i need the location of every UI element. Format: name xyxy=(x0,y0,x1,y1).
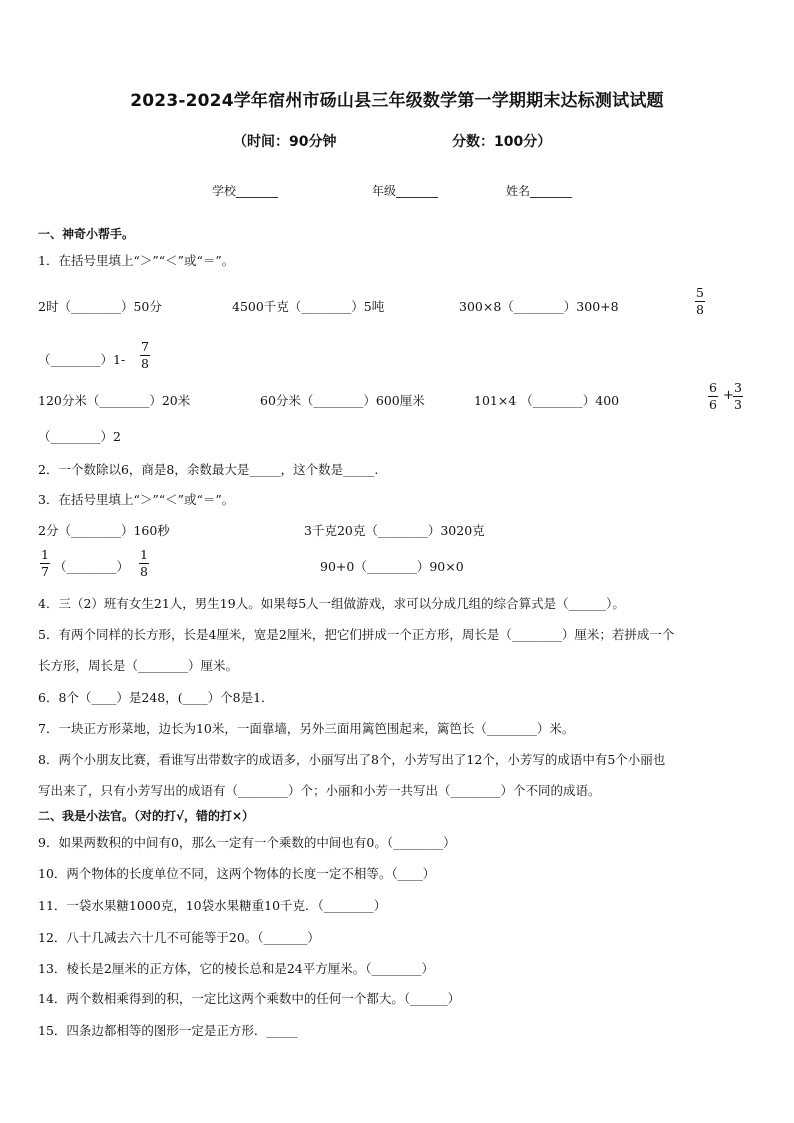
exam-time: （时间：90分钟 xyxy=(233,134,337,150)
q3-item-c-blank: （________） xyxy=(54,559,130,574)
q1-item-e: （________）1- xyxy=(38,352,126,367)
fraction-denominator: 8 xyxy=(696,302,704,317)
fraction-numerator: 1 xyxy=(41,547,49,562)
page-title: 2023-2024学年宿州市砀山县三年级数学第一学期期末达标测试试题 xyxy=(130,91,664,111)
question-13: 13．棱长是2厘米的正方体，它的棱长总和是24平方厘米。（________） xyxy=(38,961,435,976)
question-1-stem: 1．在括号里填上“＞”“＜”或“＝”。 xyxy=(38,253,235,268)
name-field: 姓名_______ xyxy=(506,184,573,198)
q1-item-h: 101×4 （________）400 xyxy=(474,393,620,408)
fraction-numerator: 1 xyxy=(140,547,148,562)
q1-item-g: 60分米（________）600厘米 xyxy=(260,393,425,408)
question-10: 10．两个物体的长度单位不同，这两个物体的长度一定不相等。（____） xyxy=(38,866,436,881)
fraction-denominator: 6 xyxy=(709,397,717,412)
fraction-denominator: 8 xyxy=(140,564,148,579)
q1-item-b: 4500千克（________）5吨 xyxy=(232,299,385,314)
fraction-numerator: 7 xyxy=(141,339,149,354)
q1-item-c: 300×8（________）300+8 xyxy=(459,299,619,314)
q3-item-a: 2分（________）160秒 xyxy=(38,523,170,538)
fraction-seven-eighths xyxy=(140,340,150,371)
question-9: 9．如果两数积的中间有0，那么一定有一个乘数的中间也有0。（________） xyxy=(38,835,456,850)
q1-item-j: （________）2 xyxy=(38,429,121,444)
fraction-one-eighth xyxy=(139,548,149,579)
fraction-denominator: 3 xyxy=(734,397,742,412)
question-15: 15．四条边都相等的图形一定是正方形．_____ xyxy=(38,1023,298,1038)
fraction-numerator: 3 xyxy=(734,380,742,395)
fraction-three-thirds xyxy=(733,381,743,412)
question-12: 12．八十几减去六十几不可能等于20。（_______） xyxy=(38,930,320,945)
q3-item-b: 3千克20克（________）3020克 xyxy=(304,523,485,538)
grade-field: 年级_______ xyxy=(372,184,439,198)
q3-item-d: 90+0（________）90×0 xyxy=(320,559,464,574)
question-8-line-1: 8．两个小朋友比赛，看谁写出带数字的成语多，小丽写出了8个，小芳写出了12个，小芳写的成语中有5个小丽也 xyxy=(38,752,666,767)
fraction-five-eighths xyxy=(695,286,705,317)
section-heading-1: 一、神奇小帮手。 xyxy=(38,227,135,241)
question-7: 7．一块正方形菜地，边长为10米，一面靠墙，另外三面用篱笆围起来，篱笆长（________）米。 xyxy=(38,721,575,736)
question-11: 11．一袋水果糖1000克，10袋水果糖重10千克．（________） xyxy=(38,898,387,913)
q1-item-f: 120分米（________）20米 xyxy=(38,393,191,408)
question-4: 4．三（2）班有女生21人，男生19人。如果每5人一组做游戏，求可以分成几组的综合算式是（______）。 xyxy=(38,596,625,611)
question-5-line-2: 长方形，周长是（________）厘米。 xyxy=(38,658,239,673)
question-3-stem: 3．在括号里填上“＞”“＜”或“＝”。 xyxy=(38,492,235,507)
exam-score: 分数：100分） xyxy=(452,134,552,150)
fraction-numerator: 6 xyxy=(709,380,717,395)
fraction-six-sixths xyxy=(708,381,718,412)
section-heading-2: 二、我是小法官。（对的打√，错的打×） xyxy=(38,809,255,823)
question-8-line-2: 写出来了，只有小芳写出的成语有（________）个；小丽和小芳一共写出（________）个不同的成语。 xyxy=(38,783,601,798)
school-field: 学校_______ xyxy=(212,184,279,198)
question-14: 14．两个数相乘得到的积，一定比这两个乘数中的任何一个都大。（______） xyxy=(38,991,461,1006)
question-2: 2．一个数除以6，商是8，余数最大是_____，这个数是_____. xyxy=(38,462,379,477)
fraction-denominator: 8 xyxy=(141,356,149,371)
fraction-one-seventh xyxy=(40,548,50,579)
q1-item-a: 2时（________）50分 xyxy=(38,299,162,314)
fraction-numerator: 5 xyxy=(696,285,704,300)
plus-sign: + xyxy=(723,388,734,403)
fraction-denominator: 7 xyxy=(41,564,49,579)
question-6: 6．8个（____）是248，(____）个8是1． xyxy=(38,690,274,705)
question-5-line-1: 5．有两个同样的长方形，长是4厘米，宽是2厘米，把它们拼成一个正方形，周长是（________）厘米；若拼成一个 xyxy=(38,627,675,642)
